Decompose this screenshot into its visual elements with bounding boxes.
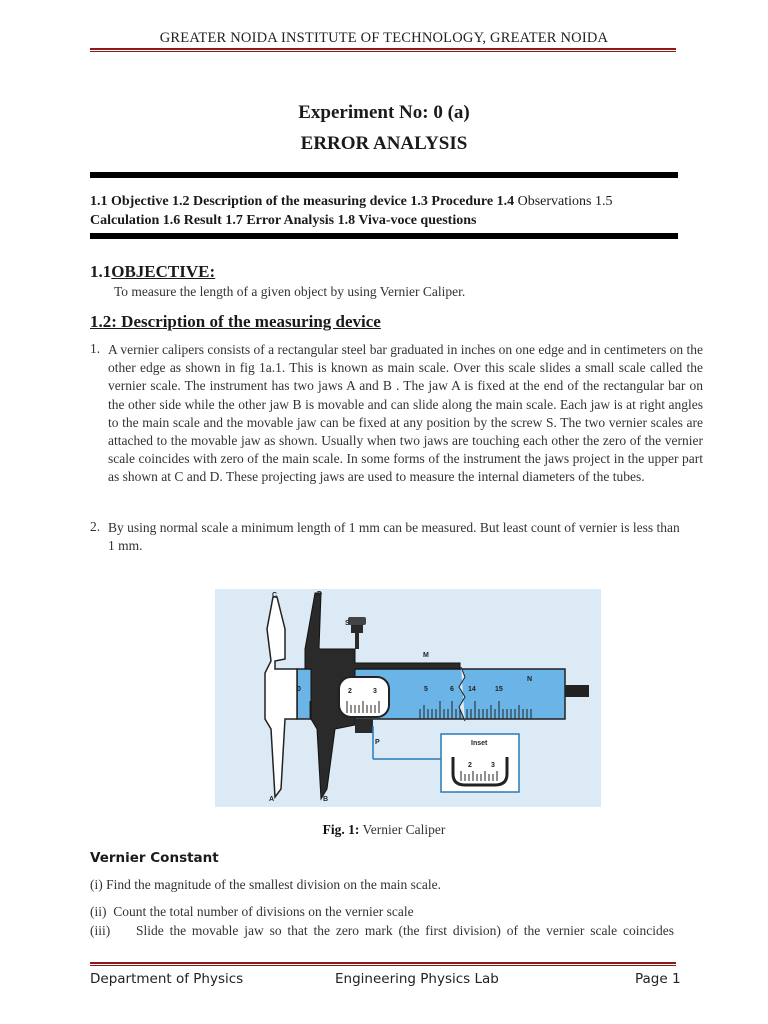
footer-lab: Engineering Physics Lab: [335, 971, 499, 987]
toc-line2: Calculation 1.6 Result 1.7 Error Analysis 1.8 Viva-voce questions: [90, 213, 477, 228]
label-n: N: [527, 676, 533, 683]
figure-caption: Fig. 1: Vernier Caliper: [322, 822, 446, 837]
header-institute: GREATER NOIDA INSTITUTE OF TECHNOLOGY, GREATER NOIDA: [159, 30, 609, 46]
header-rule: [90, 48, 676, 53]
experiment-title: Experiment No: 0 (a): [298, 102, 470, 123]
tick-label: 5: [424, 686, 428, 693]
title-rule-top: [90, 172, 678, 178]
vernier-constant-heading: Vernier Constant: [90, 850, 219, 866]
tick-label: 15: [495, 686, 503, 693]
step-item: (ii) Count the total number of divisions on the vernier scale: [90, 904, 414, 919]
label-a: A: [269, 796, 275, 803]
vernier-caliper-figure: [215, 589, 601, 807]
title-rule-bottom: [90, 233, 678, 239]
label-p: P: [375, 739, 380, 746]
tick-label: 14: [468, 686, 476, 693]
list-item-number: 2.: [90, 519, 101, 534]
experiment-subject: ERROR ANALYSIS: [300, 133, 468, 154]
objective-heading: 1.1OBJECTIVE:: [90, 262, 216, 281]
footer-page: Page 1: [635, 971, 681, 987]
label-c: C: [272, 592, 278, 599]
footer-department: Department of Physics: [90, 971, 244, 987]
label-d: D: [317, 591, 323, 598]
label-b: B: [323, 796, 329, 803]
table-of-contents: [90, 192, 680, 230]
list-item-number: 1.: [90, 341, 101, 356]
tick-label: 0: [297, 686, 301, 693]
description-item-1: A vernier calipers consists of a rectangular steel bar graduated in inches on one edge and in centimeters on the other edge as shown in fig 1a.1. This is known as main scale. Over this scale slides a small scale called the vernier scale. The instrument has two jaws A and B . The jaw A is fixed at the end of the rectangular bar on the other side while the other jaw B is movable and can slide along the main scale. Each jaw is at right angles to the main scale and the movable jaw can be fixed at any position by the screw S. The two vernier scales are attached to the movable jaw as shown. Usually when two jaws are touching each other the zero of the vernier scale coincides with zero of the main scale. In some forms of the instrument the jaws project in the upper part as shown at C and D. These projecting jaws are used to measure the internal diameters of the tubes.: [108, 342, 703, 485]
tick-label: 2: [468, 762, 472, 769]
label-m: M: [423, 652, 429, 659]
step-number: (iii): [90, 923, 111, 938]
toc-line1: 1.1 Objective 1.2 Description of the measuring device 1.3 Procedure 1.4: [90, 194, 515, 209]
toc-line1-light: Observations 1.5: [517, 194, 613, 209]
objective-text: To measure the length of a given object by using Vernier Caliper.: [114, 284, 466, 299]
label-inset: Inset: [471, 740, 488, 747]
label-s: S: [345, 620, 350, 627]
description-heading: 1.2: Description of the measuring device: [90, 312, 381, 331]
step-item: (i) Find the magnitude of the smallest division on the main scale.: [90, 877, 441, 892]
tick-label: 3: [491, 762, 495, 769]
tick-label: 6: [450, 686, 454, 693]
tick-label: 2: [348, 688, 352, 695]
vernier-caliper-illustration: [215, 589, 601, 807]
footer-rule: [90, 962, 676, 967]
description-item-2: By using normal scale a minimum length of 1 mm can be measured. But least count of vernier is less than 1 mm.: [108, 520, 680, 554]
step-text: Slide the movable jaw so that the zero mark (the first division) of the vernier scale coincides: [136, 923, 674, 938]
tick-label: 3: [373, 688, 377, 695]
